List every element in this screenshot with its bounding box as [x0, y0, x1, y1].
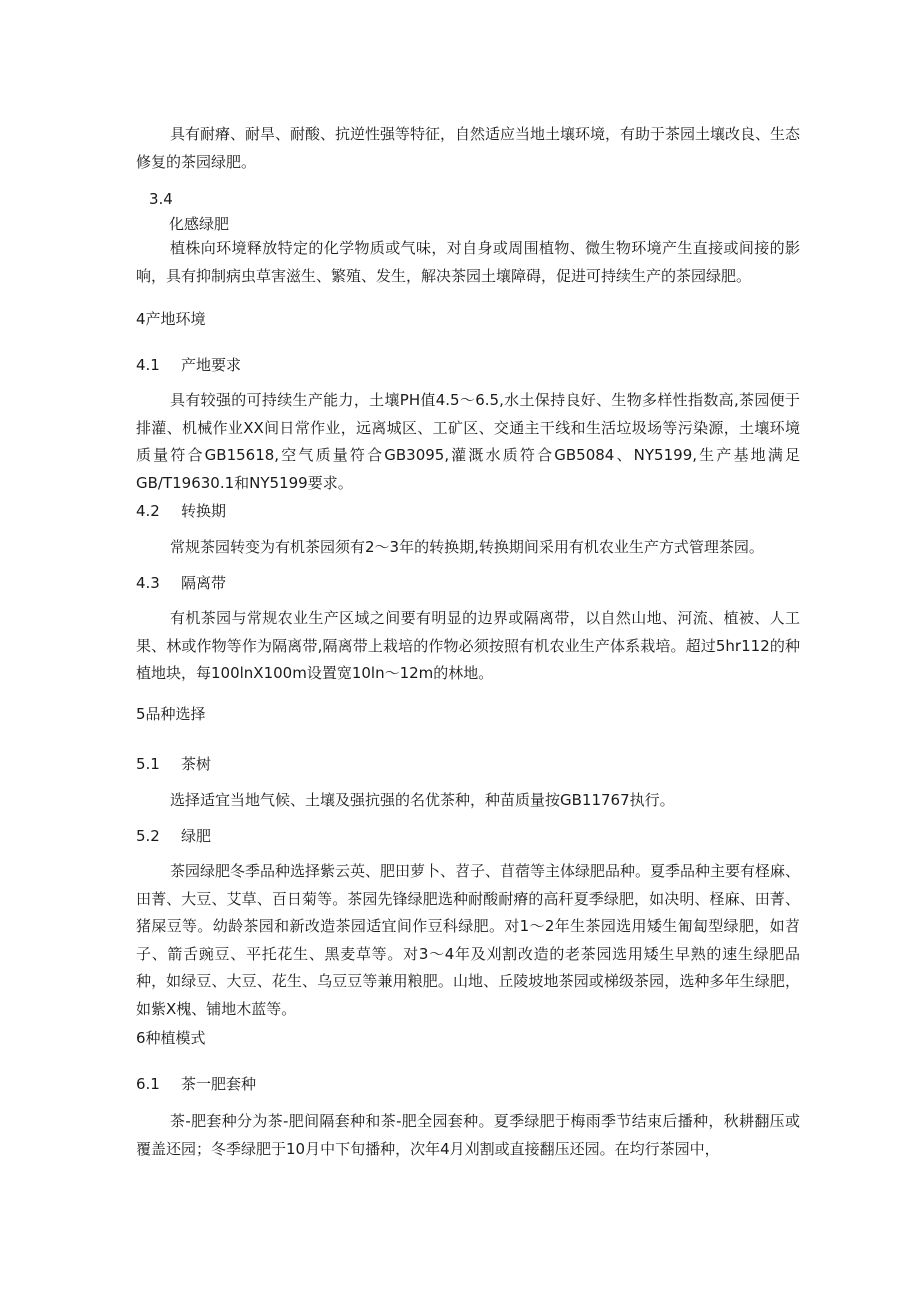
subsection-number: 6.1: [136, 1075, 160, 1093]
subsection-title: 产地要求: [181, 356, 242, 374]
paragraph-buffer-zone: 有机茶园与常规农业生产区域之间要有明显的边界或隔离带，以自然山地、河流、植被、人工果、林或作物等作为隔离带,隔离带上栽培的作物必须按照有机农业生产体系栽培。超过5hr112的种植地块，每100lnX100m设置宽10ln～12m的林地。: [136, 609, 800, 682]
subsection-number: 4.2: [136, 502, 160, 520]
subsection-title: 绿肥: [181, 827, 212, 845]
subsection-title: 茶树: [181, 755, 212, 773]
section-heading-5: 5品种选择: [136, 705, 206, 723]
paragraph-allelopathic-definition: 植株向环境释放特定的化学物质或气味，对自身或周围植物、微生物环境产生直接或间接的影响，具有抑制病虫草害滋生、繁殖、发生，解决茶园土壤障碍，促进可持续生产的茶园绿肥。: [136, 239, 800, 285]
paragraph-green-manure-varieties: 茶园绿肥冬季品种选择紫云英、肥田萝卜、苕子、苜蓿等主体绿肥品种。夏季品种主要有柽麻、田菁、大豆、艾草、百日菊等。茶园先锋绿肥选种耐酸耐瘠的高秆夏季绿肥，如决明、柽麻、田菁、猪屎豆等。幼龄茶园和新改造茶园适宜间作豆科绿肥。对1～2年生茶园选用矮生匍匐型绿肥，如苕子、箭舌豌豆、平托花生、黑麦草等。对3～4年及刈割改造的老茶园选用矮生早熟的速生绿肥品种，如绿豆、大豆、花生、乌豆豆等兼用粮肥。山地、丘陵坡地茶园或梯级茶园，选种多年生绿肥，如紫X槐、铺地木蓝等。: [136, 862, 801, 1018]
section-heading-6: 6种植模式: [136, 1029, 206, 1047]
subsection-number: 5.2: [136, 827, 160, 845]
subsection-number: 5.1: [136, 755, 160, 773]
subsection-heading-4-2: [136, 500, 226, 522]
subsection-heading-4-3: [136, 572, 226, 594]
subsection-title: 茶一肥套种: [181, 1075, 257, 1093]
paragraph-tea-varieties: 选择适宜当地气候、土壤及强抗强的名优茶种，种苗质量按GB11767执行。: [170, 791, 675, 809]
subsection-heading-5-2: [136, 825, 211, 847]
subsection-title: 隔离带: [181, 574, 227, 592]
paragraph-green-manure-definition: 具有耐瘠、耐旱、耐酸、抗逆性强等特征，自然适应当地土壤环境，有助于茶园土壤改良、生态修复的茶园绿肥。: [136, 125, 801, 171]
subsection-number: 4.3: [136, 574, 160, 592]
paragraph-conversion-period: 常规茶园转变为有机茶园须有2～3年的转换期,转换期间采用有机农业生产方式管理茶园。: [170, 538, 764, 556]
paragraph-site-requirements: 具有较强的可持续生产能力，土壤PH值4.5～6.5,水土保持良好、生物多样性指数高,茶园便于排灌、机械作业XX间日常作业，远离城区、工矿区、交通主干线和生活垃圾场等污染源，土壤环境质量符合GB15618,空气质量符合GB3095,灌溉水质符合GB5084、NY5199,生产基地满足GB/T19630.1和NY5199要求。: [136, 391, 800, 492]
paragraph-intercropping: 茶-肥套种分为茶-肥间隔套种和茶-肥全园套种。夏季绿肥于梅雨季节结束后播种，秋耕翻压或覆盖还园；冬季绿肥于10月中下旬播种，次年4月刈割或直接翻压还园。在均行茶园中，: [136, 1112, 800, 1158]
subsection-title: 转换期: [181, 502, 227, 520]
section-heading-4: 4产地环境: [136, 310, 206, 328]
subsection-number: 4.1: [136, 356, 160, 374]
clause-title-allelopathic-manure: 化感绿肥: [169, 215, 230, 233]
clause-number-3-4: 3.4: [149, 190, 173, 208]
subsection-heading-6-1: [136, 1073, 256, 1095]
subsection-heading-5-1: [136, 753, 211, 775]
subsection-heading-4-1: [136, 354, 241, 376]
